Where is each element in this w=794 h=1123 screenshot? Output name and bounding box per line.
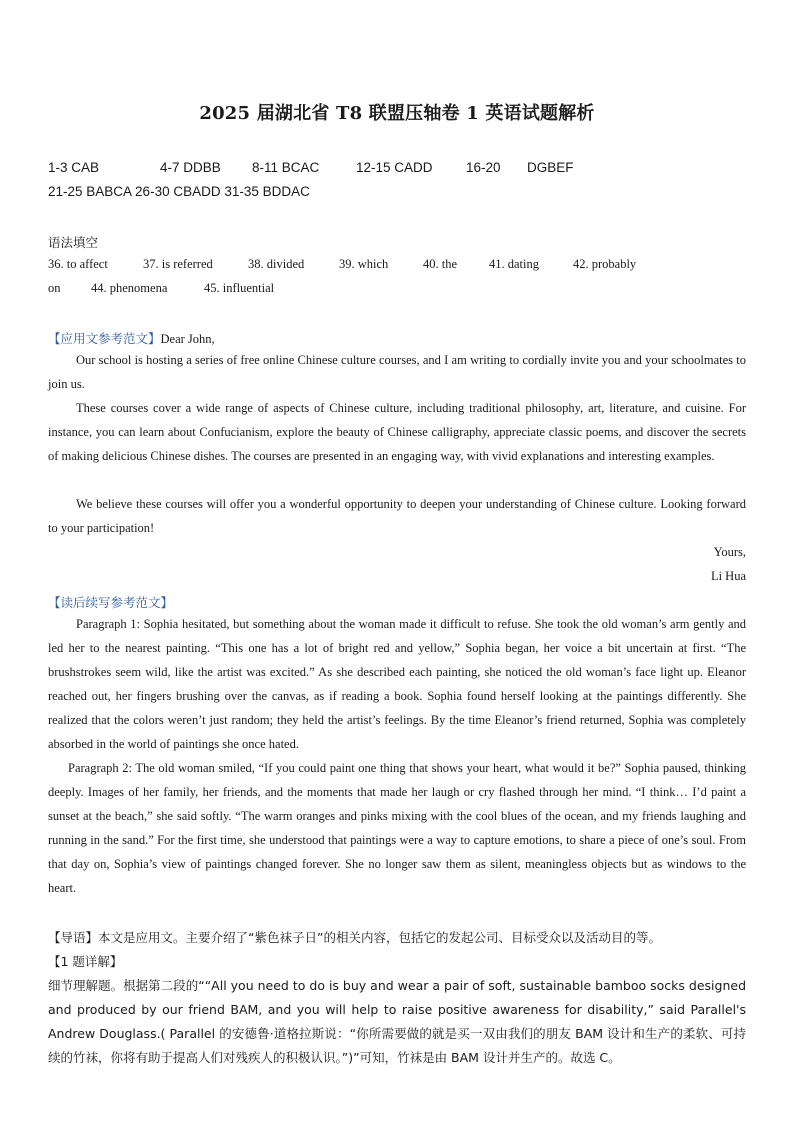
answer-group: 16-20	[466, 160, 501, 175]
answer-key-line-2: 21-25 BABCA 26-30 CBADD 31-35 BDDAC	[48, 184, 310, 199]
letter-greeting: Dear John,	[160, 332, 215, 346]
letter-section-label: 【应用文参考范文】	[48, 331, 161, 346]
grammar-answer: 38. divided	[248, 257, 305, 271]
letter-closing: Yours,	[713, 545, 746, 559]
answer-group: 4-7 DDBB	[160, 160, 221, 175]
continuation-paragraph-1: Paragraph 1: Sophia hesitated, but something about the woman made it difficult to refuse. She took the old woman’s arm gently and led her to the nearest painting. “This one has a lot of bright red and yellow,” Sophia began, her voice a bit uncertain at first. “The brushstrokes seem wild, like the artist was excited.” As she described each painting, she noticed the old woman’s face light up. Eleanor reached out, her fingers brushing over the canvas, as if reading a book. Sophia found herself looking at the paintings differently. She realized that the colors weren’t just random; they held the artist’s feelings. By the time Eleanor’s friend returned, Sophia was completely absorbed in the world of paintings she once hated.	[48, 617, 746, 751]
grammar-answers-row-1	[48, 257, 746, 275]
question-1-explanation: 细节理解题。根据第二段的““All you need to do is buy and wear a pair of soft, sustainable bamboo socks designed and produced by our friend BAM, and you will help to raise positive awareness for disability,” said Parallel's Andrew Douglass.( Parallel 的安德鲁·道格拉斯说：“你所需要做的就是买一双由我们的朋友 BAM 设计和生产的柔软、可持续的竹袜，你将有助于提高人们对残疾人的积极认识。”)”可知，竹袜是由 BAM 设计并生产的。故选 C。	[48, 978, 746, 1065]
answer-group: DGBEF	[527, 160, 574, 175]
document-title: 2025 届湖北省 T8 联盟压轴卷 1 英语试题解析	[199, 103, 595, 124]
grammar-heading: 语法填空	[48, 235, 99, 250]
grammar-answer: 40. the	[423, 257, 458, 271]
letter-paragraph: We believe these courses will offer you a wonderful opportunity to deepen your understanding of Chinese culture. Looking forward to your participation!	[48, 497, 746, 535]
grammar-answer: 37. is referred	[143, 257, 213, 271]
question-1-label: 【1 题详解】	[48, 954, 123, 969]
continuation-paragraph-2: Paragraph 2: The old woman smiled, “If you could paint one thing that shows your heart, what would it be?” Sophia paused, thinking deeply. Images of her family, her friends, and the moments that made her laugh or cry flashed through her mind. “I think… I’d paint a sunset at the beach,” she said softly. “The warm oranges and pinks mixing with the cool blues of the ocean, and my friends laughing and running in the sand.” For the first time, she understood that paintings were a way to capture emotions, to share a piece of one’s soul. From that day on, Sophia’s view of paintings changed forever. She no longer saw them as silent, meaningless objects but as windows to the heart.	[48, 761, 746, 895]
answer-group: 8-11 BCAC	[252, 160, 320, 175]
grammar-answer: 36. to affect	[48, 257, 108, 271]
answer-group: 1-3 CAB	[48, 160, 100, 175]
letter-paragraph: These courses cover a wide range of aspects of Chinese culture, including traditional philosophy, art, literature, and cuisine. For instance, you can learn about Confucianism, explore the beauty of Chinese calligraphy, appreciate classic poems, and discover the secrets of making delicious Chinese dishes. The courses are presented in an engaging way, with vivid explanations and interesting examples.	[48, 401, 746, 463]
letter-paragraph: Our school is hosting a series of free online Chinese culture courses, and I am writing to cordially invite you and your schoolmates to join us.	[48, 353, 746, 391]
grammar-answer: 42. probably	[573, 257, 637, 271]
grammar-answer: 41. dating	[489, 257, 539, 271]
grammar-answer: on	[48, 281, 61, 295]
grammar-answer: 39. which	[339, 257, 389, 271]
answer-group: 12-15 CADD	[356, 160, 433, 175]
continuation-section-label: 【读后续写参考范文】	[48, 595, 174, 610]
letter-signature: Li Hua	[710, 569, 746, 583]
letter-section	[48, 329, 215, 347]
guide-intro: 【导语】本文是应用文。主要介绍了“紫色袜子日”的相关内容，包括它的发起公司、目标受众以及活动目的等。	[48, 930, 661, 945]
grammar-answer: 45. influential	[204, 281, 275, 295]
grammar-answer: 44. phenomena	[91, 281, 168, 295]
grammar-answers-row-2	[48, 281, 746, 299]
